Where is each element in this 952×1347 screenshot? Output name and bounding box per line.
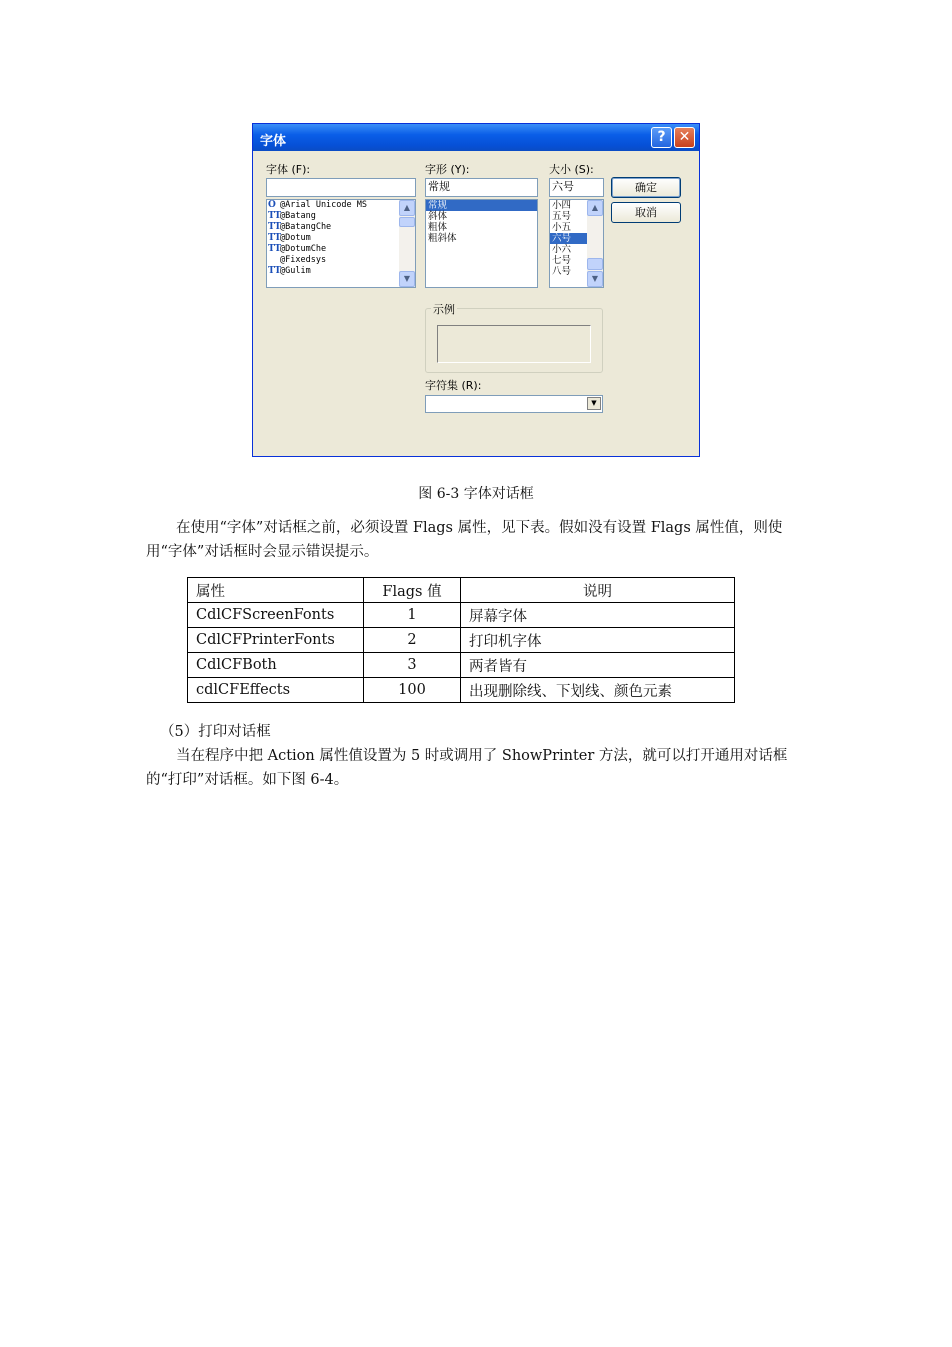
font-list-item[interactable] [267,222,415,233]
font-name: @DotumChe [280,244,327,254]
style-input[interactable]: 常规 [425,178,538,197]
table-cell: CdlCFPrinterFonts [188,628,364,653]
figure-caption: 图 6-3 字体对话框 [418,486,534,502]
cancel-button[interactable]: 取消 [611,202,681,223]
dialog-titlebar[interactable] [253,124,699,151]
scroll-thumb[interactable] [399,217,415,227]
charset-select[interactable] [425,395,603,413]
font-list-item[interactable] [267,244,415,255]
style-list-item[interactable]: 粗斜体 [428,233,457,244]
chevron-down-icon[interactable]: ▼ [587,397,601,410]
font-name: @Fixedsys [280,255,327,265]
font-dialog [252,123,700,457]
size-listbox[interactable] [549,199,604,288]
close-icon[interactable]: ✕ [674,127,695,148]
font-list-item[interactable] [267,266,415,277]
charset-label: 字符集 (R): [425,379,482,392]
size-list-item[interactable]: 六号 [550,233,587,244]
size-input[interactable]: 六号 [549,178,604,197]
font-name: @Batang [280,211,316,221]
paragraph-print-dialog: 当在程序中把 Action 属性值设置为 5 时或调用了 ShowPrinter 方法，就可以打开通用对话框的“打印”对话框。如下图 6-4。 [146,748,788,788]
table-cell: 出现删除线、下划线、颜色元素 [461,678,735,703]
style-list-item[interactable]: 斜体 [428,211,448,222]
paragraph-flags: 在使用“字体”对话框之前，必须设置 Flags 属性，见下表。假如没有设置 Flags 属性值，则使用“字体”对话框时会显示错误提示。 [146,520,783,560]
font-list-item[interactable] [267,211,415,222]
table-row [188,653,735,678]
truetype-font-icon: TT [268,244,282,254]
sample-preview [437,325,591,363]
table-cell: 打印机字体 [461,628,735,653]
table-row [188,678,735,703]
truetype-font-icon [268,255,278,266]
table-cell: 100 [364,678,461,703]
style-list-item[interactable]: 粗体 [428,222,448,233]
style-list-item[interactable]: 常规 [426,200,537,211]
font-list-item[interactable] [267,233,415,244]
size-list-item[interactable]: 七号 [552,255,572,266]
scroll-up-icon[interactable]: ▲ [399,200,415,216]
size-list-scrollbar[interactable] [587,200,603,287]
truetype-font-icon: TT [268,211,282,221]
table-cell: cdlCFEffects [188,678,364,703]
help-icon[interactable]: ? [651,127,672,148]
table-cell: 1 [364,603,461,628]
table-cell: 屏幕字体 [461,603,735,628]
scroll-down-icon[interactable]: ▼ [399,271,415,287]
table-header-cell: Flags 值 [364,578,461,603]
scroll-thumb[interactable] [587,258,603,270]
size-list-item[interactable]: 小五 [552,222,572,233]
style-label: 字形 (Y): [425,163,470,176]
table-header-cell: 说明 [461,578,735,603]
font-name: @BatangChe [280,222,332,232]
dialog-title: 字体 [260,134,287,149]
font-label: 字体 (F): [266,163,311,176]
table-row [188,628,735,653]
size-list-item[interactable]: 八号 [552,266,572,277]
font-list-scrollbar[interactable] [399,200,415,287]
opentype-font-icon: O [268,200,276,210]
truetype-font-icon: TT [268,266,282,276]
table-header-row [188,578,735,603]
font-listbox[interactable] [266,199,416,288]
scroll-down-icon[interactable]: ▼ [587,271,603,287]
table-cell: 3 [364,653,461,678]
size-list-item[interactable]: 小四 [552,200,572,211]
section-heading-print-dialog: （5）打印对话框 [160,724,271,740]
font-name: @Gulim [280,266,311,276]
table-header-cell: 属性 [188,578,364,603]
scroll-up-icon[interactable]: ▲ [587,200,603,216]
table-row [188,603,735,628]
style-listbox[interactable] [425,199,538,288]
table-cell: 2 [364,628,461,653]
font-name: @Arial Unicode MS [280,200,367,210]
table-cell: CdlCFScreenFonts [188,603,364,628]
truetype-font-icon: TT [268,233,282,243]
size-list-item[interactable]: 五号 [552,211,572,222]
size-list-item[interactable]: 小六 [552,244,572,255]
font-list-item[interactable] [267,255,415,266]
table-cell: 两者皆有 [461,653,735,678]
font-name: @Dotum [280,233,311,243]
table-cell: CdlCFBoth [188,653,364,678]
ok-button[interactable]: 确定 [611,177,681,198]
font-list-item[interactable] [267,200,415,211]
font-input[interactable] [266,178,416,197]
size-label: 大小 (S): [549,163,594,176]
sample-label: 示例 [433,303,455,316]
truetype-font-icon: TT [268,222,282,232]
flags-table [187,577,735,703]
